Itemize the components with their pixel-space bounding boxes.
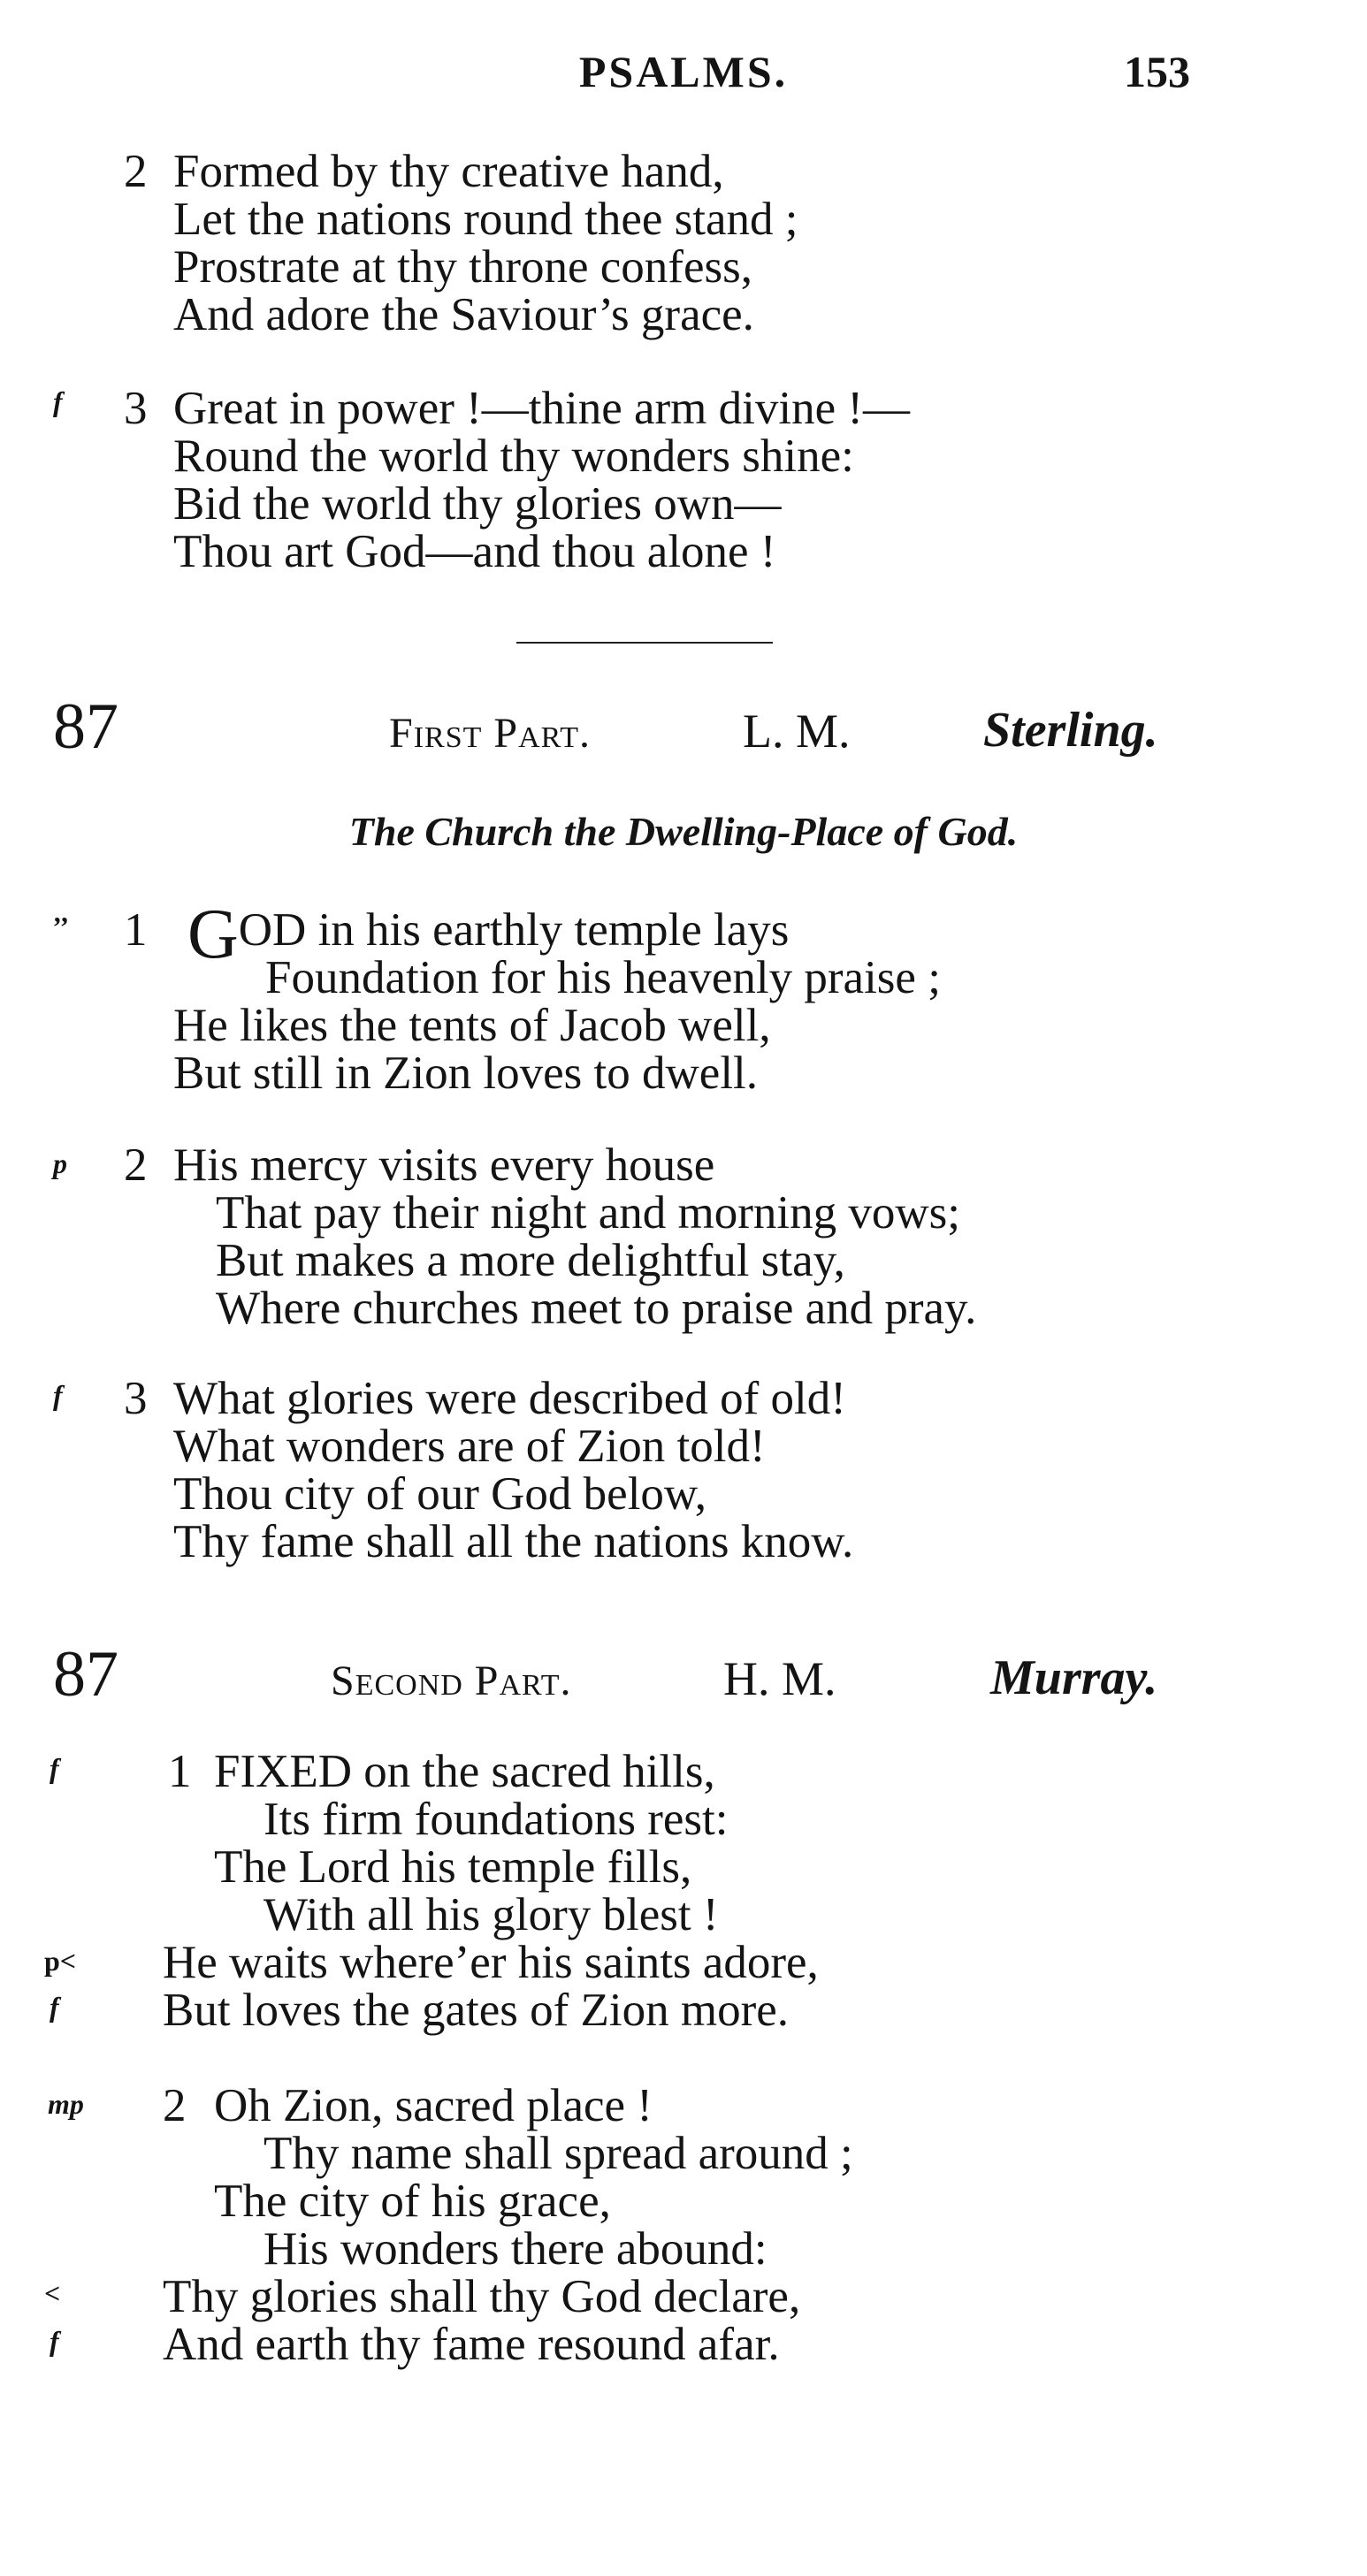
verse-line: His wonders there abound: (263, 2223, 768, 2275)
dynamic-mark: f (53, 385, 63, 417)
verse-number: 2 (163, 2080, 187, 2131)
verse-line: Oh Zion, sacred place ! (214, 2080, 653, 2131)
verse-line: Bid the world thy glories own— (173, 478, 782, 530)
drop-capital: G (187, 896, 239, 973)
verse-number: 3 (124, 1373, 148, 1424)
hymn-subtitle: The Church the Dwelling-Place of God. (348, 809, 1019, 854)
verse-line: Thy fame shall all the nations know. (173, 1516, 854, 1567)
verse-line: The Lord his temple fills, (214, 1841, 692, 1893)
dynamic-mark: f (53, 1379, 63, 1411)
running-title: PSALMS. (578, 47, 789, 96)
part-title: First Part. (389, 710, 592, 757)
verse-line: Foundation for his heavenly praise ; (265, 952, 941, 1003)
dynamic-mark: f (50, 1991, 59, 2023)
verse-line: Prostrate at thy throne confess, (173, 241, 752, 293)
verse-line: Formed by thy creative hand, (173, 146, 724, 197)
verse-line: Its firm foundations rest: (263, 1794, 729, 1845)
verse-line: Thy glories shall thy God declare, (163, 2271, 801, 2322)
part-title: Second Part. (331, 1658, 572, 1704)
meter: H. M. (723, 1652, 836, 1705)
verse-line: And adore the Saviour’s grace. (173, 289, 754, 340)
dynamic-mark: < (44, 2277, 61, 2309)
verse-line: Where churches meet to praise and pray. (216, 1283, 977, 1334)
verse-line: Thy name shall spread around ; (263, 2128, 853, 2179)
verse-line: Great in power !—thine arm divine !— (173, 383, 911, 434)
dynamic-mark: f (50, 2325, 59, 2357)
meter: L. M. (743, 705, 851, 758)
page-number: 153 (1124, 47, 1190, 96)
dynamic-mark: f (50, 1752, 59, 1784)
verse-line: The city of his grace, (214, 2176, 611, 2227)
verse-line: FIXED on the sacred hills, (214, 1746, 715, 1797)
verse-line: But still in Zion loves to dwell. (173, 1048, 759, 1099)
dynamic-mark: mp (48, 2088, 84, 2120)
section-divider (516, 642, 773, 644)
verse-line: What glories were described of old! (173, 1373, 846, 1424)
verse-line: What wonders are of Zion told! (173, 1421, 766, 1472)
dynamic-mark: p< (44, 1945, 77, 1977)
verse-line: His mercy visits every house (173, 1139, 715, 1191)
hymn-number: 87 (53, 690, 118, 763)
verse-line: With all his glory blest ! (263, 1889, 719, 1940)
verse-line: That pay their night and morning vows; (216, 1187, 960, 1238)
verse-line: But makes a more delightful stay, (216, 1235, 845, 1286)
verse-line: He likes the tents of Jacob well, (173, 1000, 771, 1051)
verse-number: 3 (124, 383, 148, 434)
verse-number: 2 (124, 1139, 148, 1191)
verse-line: And earth thy fame resound afar. (163, 2319, 780, 2370)
verse-number: 1 (124, 904, 148, 956)
tune-name: Sterling. (983, 703, 1158, 758)
verse-number: 1 (168, 1746, 192, 1797)
verse-line: But loves the gates of Zion more. (163, 1985, 789, 2036)
verse-number: 2 (124, 146, 148, 197)
hymn-number: 87 (53, 1638, 118, 1711)
verse-line: He waits where’er his saints adore, (163, 1937, 819, 1988)
verse-line: Let the nations round thee stand ; (173, 194, 798, 245)
dynamic-mark: p (53, 1147, 67, 1179)
verse-line: GOD in his earthly temple lays (187, 896, 790, 973)
verse-line: Round the world thy wonders shine: (173, 431, 854, 482)
verse-line: Thou city of our God below, (173, 1468, 707, 1520)
verse-line: Thou art God—and thou alone ! (173, 526, 776, 577)
tune-name: Murray. (990, 1650, 1158, 1705)
dynamic-mark: ’’ (51, 911, 68, 942)
